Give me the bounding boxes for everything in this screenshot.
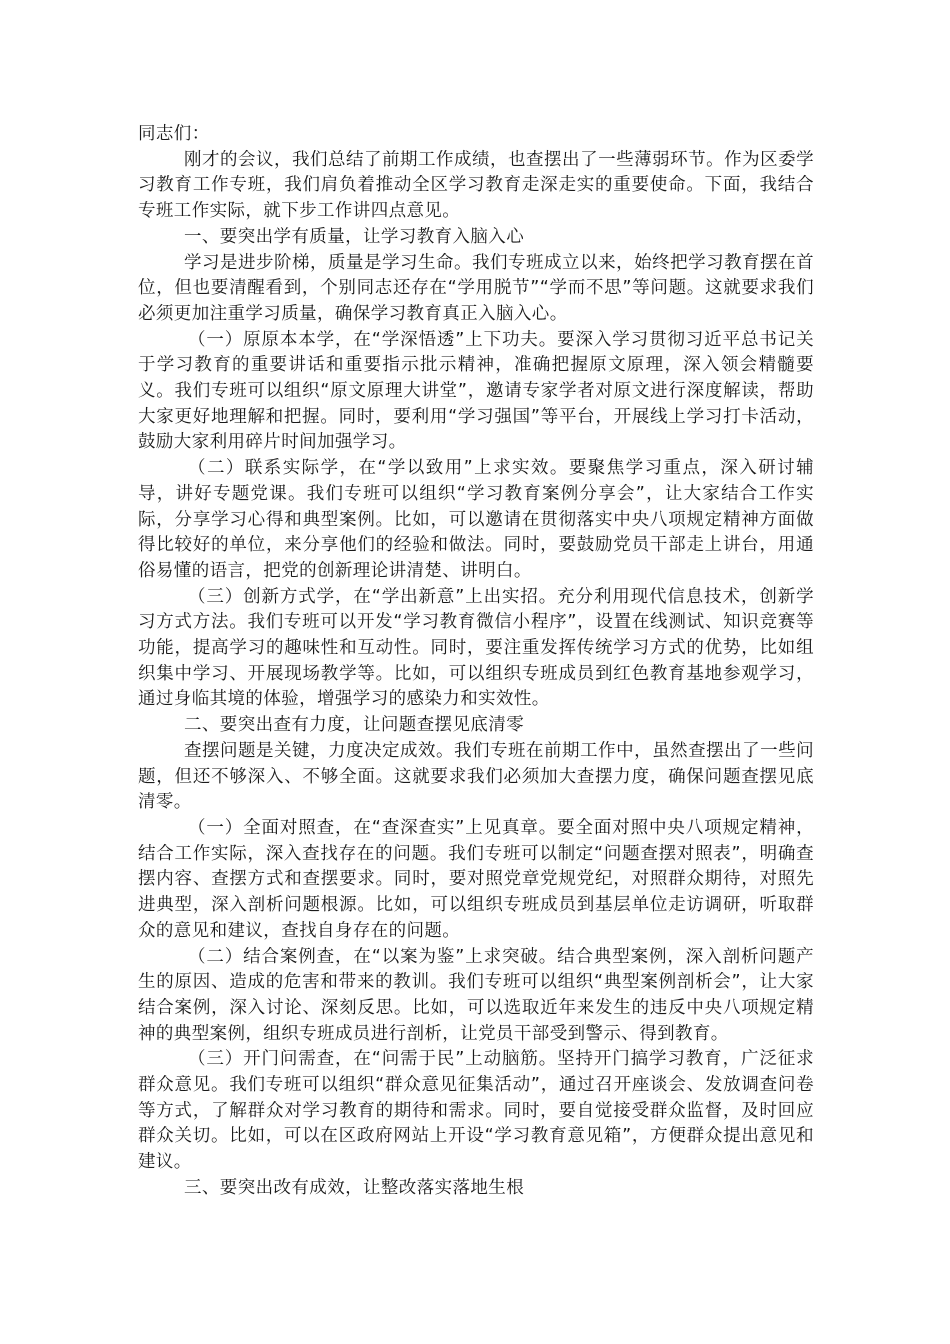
section-2-item-3: （三）开门问需查，在“问需于民”上动脑筋。坚持开门搞学习教育，广泛征求群众意见。我们专班可以组织“群众意见征集活动”，通过召开座谈会、发放调查问卷等方式，了解群众对学习教育的期待和需求。同时，要自觉接受群众监督，及时回应群众关切。比如，可以在区政府网站上开设“学习教育意见箱”，方便群众提出意见和建议。 (138, 1049, 814, 1173)
section-2-item-1: （一）全面对照查，在“查深查实”上见真章。要全面对照中央八项规定精神，结合工作实际，深入查找存在的问题。我们专班可以制定“问题查摆对照表”，明确查摆内容、查摆方式和查摆要求。同时，要对照党章党规党纪，对照群众期待，对照先进典型，深入剖析问题根源。比如，可以组织专班成员到基层单位走访调研，听取群众的意见和建议，查找自身存在的问题。 (138, 817, 814, 941)
section-1-intro: 学习是进步阶梯，质量是学习生命。我们专班成立以来，始终把学习教育摆在首位，但也要清醒看到，个别同志还存在“学用脱节”“学而不思”等问题。这就要求我们必须更加注重学习质量，确保学习教育真正入脑入心。 (138, 252, 814, 324)
section-1-item-3: （三）创新方式学，在“学出新意”上出实招。充分利用现代信息技术，创新学习方式方法。我们专班可以开发“学习教育微信小程序”，设置在线测试、知识竞赛等功能，提高学习的趣味性和互动性。同时，要注重发挥传统学习方式的优势，比如组织集中学习、开展现场教学等。比如，可以组织专班成员到红色教育基地参观学习，通过身临其境的体验，增强学习的感染力和实效性。 (138, 586, 814, 710)
section-heading-1: 一、要突出学有质量，让学习教育入脑入心 (184, 226, 525, 247)
salutation: 同志们： (138, 124, 210, 144)
section-1-item-2: （二）联系实际学，在“学以致用”上求实效。要聚焦学习重点，深入研讨辅导，讲好专题党课。我们专班可以组织“学习教育案例分享会”，让大家结合工作实际，分享学习心得和典型案例。比如，可以邀请在贯彻落实中央八项规定精神方面做得比较好的单位，来分享他们的经验和做法。同时，要鼓励党员干部走上讲台，用通俗易懂的语言，把党的创新理论讲清楚、讲明白。 (138, 458, 814, 581)
section-2-intro: 查摆问题是关键，力度决定成效。我们专班在前期工作中，虽然查摆出了一些问题，但还不够深入、不够全面。这就要求我们必须加大查摆力度，确保问题查摆见底清零。 (138, 740, 814, 813)
section-2-item-2: （二）结合案例查，在“以案为鉴”上求突破。结合典型案例，深入剖析问题产生的原因、造成的危害和带来的教训。我们专班可以组织“典型案例剖析会”，让大家结合案例，深入讨论、深刻反思。比如，可以选取近年来发生的违反中央八项规定精神的典型案例，组织专班成员进行剖析，让党员干部受到警示、得到教育。 (138, 946, 814, 1044)
section-1-item-1: （一）原原本本学，在“学深悟透”上下功夫。要深入学习贯彻习近平总书记关于学习教育的重要讲话和重要指示批示精神，准确把握原文原理，深入领会精髓要义。我们专班可以组织“原文原理大讲堂”，邀请专家学者对原文进行深度解读，帮助大家更好地理解和把握。同时，要利用“学习强国”等平台，开展线上学习打卡活动，鼓励大家利用碎片时间加强学习。 (138, 329, 814, 453)
section-heading-2: 二、要突出查有力度，让问题查摆见底清零 (184, 715, 525, 736)
intro-paragraph: 刚才的会议，我们总结了前期工作成绩，也查摆出了一些薄弱环节。作为区委学习教育工作专班，我们肩负着推动全区学习教育走深走实的重要使命。下面，我结合专班工作实际，就下步工作讲四点意见。 (138, 149, 814, 222)
document-page (138, 122, 814, 1202)
section-heading-3: 三、要突出改有成效，让整改落实落地生根 (184, 1177, 525, 1198)
